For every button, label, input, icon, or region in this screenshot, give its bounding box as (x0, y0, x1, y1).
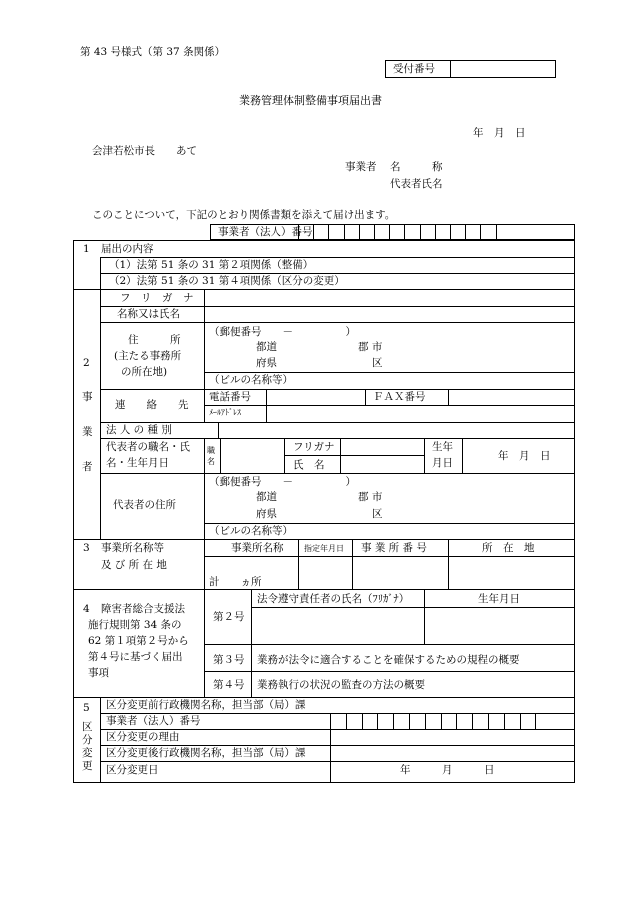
business-number-label: 事業者（法人）番号 (218, 226, 313, 238)
no2-officer-label: 法令遵守責任者の氏名（ﾌﾘｶﾞﾅ） (257, 593, 410, 605)
sec5-bizno-label: 事業者（法人）番号 (106, 715, 201, 727)
addressee: 会津若松市長 あて (92, 145, 197, 157)
sec1-label: 届出の内容 (101, 243, 154, 255)
intro-text: このことについて，下記のとおり関係書類を添えて届け出ます。 (92, 209, 396, 221)
gunshi-2: 区 (372, 357, 383, 369)
applicant-name-label: 名 称 (390, 161, 443, 173)
sec4-line-5: 事項 (88, 667, 109, 679)
shoku-a: 職 (207, 446, 215, 455)
digit-cell-divider (313, 224, 314, 240)
sec5-reason-label: 区分変更の理由 (106, 731, 180, 743)
form-number: 第 43 号様式（第 37 条関係） (80, 46, 226, 58)
sec5-side-4: 更 (82, 760, 93, 772)
office-total: 計 ヵ所 (209, 576, 262, 588)
digit-cell-divider (344, 224, 345, 240)
rep-address-label: 代表者の住所 (113, 499, 176, 511)
col-location: 所 在 地 (482, 542, 535, 554)
digit-cell-divider (450, 224, 451, 240)
digit-cell-divider (496, 224, 497, 240)
rep-title-label-2: 名・生年月日 (106, 457, 169, 469)
contact-label: 連 絡 先 (115, 399, 189, 411)
sec5-date-label: 区分変更日 (106, 764, 159, 776)
no4-label: 第４号 (213, 679, 245, 691)
sec5-side-3: 変 (82, 747, 93, 759)
no4-text: 業務執行の状況の監査の方法の概要 (257, 679, 425, 691)
digit-cell-divider (409, 713, 410, 729)
digit-cell-divider (465, 224, 466, 240)
digit-cell-divider (298, 224, 299, 240)
address-label-2: (主たる事務所 (114, 350, 182, 362)
shoku-b: 名 (207, 457, 215, 466)
sec4-line-1: 障害者総合支援法 (101, 603, 185, 615)
digit-cell-divider (359, 224, 360, 240)
sec2-side-2: 業 (82, 426, 93, 438)
col-office-number: 事 業 所 番 号 (361, 542, 427, 554)
sec4-line-3: 62 第１項第２号から (88, 635, 189, 647)
rep-todofuken-1: 都道 (256, 491, 277, 503)
furigana-label: フ リ ガ ナ (120, 292, 194, 304)
todofuken-1: 都道 (256, 341, 277, 353)
sec4-line-4: 第４号に基づく届出 (88, 651, 183, 663)
digit-cell-divider (480, 224, 481, 240)
rep-postal-field[interactable]: （郵便番号 － ） (209, 476, 356, 488)
date-line: 年 月 日 (473, 127, 526, 139)
sec5-before-label: 区分変更前行政機関名称，担当部（局）課 (106, 699, 306, 711)
digit-cell-divider (393, 713, 394, 729)
sec5-date-value[interactable]: 年 月 日 (400, 764, 495, 776)
sec4-number: 4 (83, 603, 90, 615)
sec1-option-2[interactable]: （2）法第 51 条の 31 第４項関係（区分の変更） (109, 275, 345, 287)
phone-label: 電話番号 (209, 391, 251, 403)
no3-label: 第３号 (213, 654, 245, 666)
rep-furigana-label: フリガナ (293, 441, 335, 453)
digit-cell-divider (435, 224, 436, 240)
birth-label-2: 月日 (432, 457, 453, 469)
digit-cell-divider (441, 713, 442, 729)
sec3-label-1: 事業所名称等 (101, 542, 164, 554)
col-designation-date: 指定年月日 (304, 544, 344, 553)
digit-cell-divider (404, 224, 405, 240)
digit-cell-divider (377, 713, 378, 729)
sec1-number: 1 (83, 243, 90, 255)
birth-date-field[interactable]: 年 月 日 (498, 450, 551, 462)
gunshi-1: 郡 市 (358, 341, 383, 353)
digit-cell-divider (362, 713, 363, 729)
digit-cell-divider (504, 713, 505, 729)
corp-type-label: 法 人 の 種 別 (106, 424, 172, 436)
rep-gunshi-1: 郡 市 (358, 491, 383, 503)
no3-text: 業務が法令に適合することを確保するための規程の概要 (257, 654, 520, 666)
sec5-side-1: 区 (82, 721, 93, 733)
rep-title-label-1: 代表者の職名・氏 (106, 441, 190, 453)
digit-cell-divider (328, 224, 329, 240)
digit-cell-divider (472, 713, 473, 729)
digit-cell-divider (374, 224, 375, 240)
receipt-number-label: 受付番号 (393, 63, 435, 75)
digit-cell-divider (389, 224, 390, 240)
todofuken-2: 府県 (256, 357, 277, 369)
fax-label: ＦＡＸ番号 (373, 391, 426, 403)
applicant-label: 事業者 (345, 161, 377, 173)
sec2-side-3: 者 (82, 461, 93, 473)
sec5-number: 5 (83, 702, 90, 714)
address-label-1: 住 所 (128, 334, 181, 346)
no2-label: 第２号 (213, 611, 245, 623)
name-label: 名称又は氏名 (117, 308, 180, 320)
rep-building-field[interactable]: （ビルの名称等） (209, 525, 293, 537)
sec5-side-2: 分 (82, 734, 93, 746)
rep-name-label: 氏 名 (293, 459, 325, 471)
sec1-option-1[interactable]: （1）法第 51 条の 31 第２項関係（整備） (109, 259, 314, 271)
postal-code-field[interactable]: （郵便番号 － ） (209, 326, 356, 338)
sec2-number: 2 (83, 357, 90, 369)
building-field[interactable]: （ビルの名称等） (209, 374, 293, 386)
digit-cell-divider (520, 713, 521, 729)
no2-birth-label: 生年月日 (478, 593, 520, 605)
address-label-3: の所在地) (121, 366, 168, 378)
email-label: ﾒｰﾙｱﾄﾞﾚｽ (209, 408, 241, 417)
page-title: 業務管理体制整備事項届出書 (239, 94, 382, 107)
sec3-label-2: 及 び 所 在 地 (101, 559, 167, 571)
sec3-number: 3 (83, 542, 90, 554)
digit-cell-divider (425, 713, 426, 729)
digit-cell-divider (346, 713, 347, 729)
rep-todofuken-2: 府県 (256, 508, 277, 520)
rep-gunshi-2: 区 (372, 508, 383, 520)
digit-cell-divider (488, 713, 489, 729)
digit-cell-divider (535, 713, 536, 729)
sec5-after-label: 区分変更後行政機関名称，担当部（局）課 (106, 747, 306, 759)
digit-cell-divider (330, 713, 331, 729)
sec4-line-2: 施行規則第 34 条の (88, 619, 182, 631)
col-office-name: 事業所名称 (231, 542, 284, 554)
digit-cell-divider (420, 224, 421, 240)
digit-cell-divider (456, 713, 457, 729)
birth-label-1: 生年 (432, 441, 453, 453)
sec2-side-1: 事 (82, 391, 93, 403)
applicant-rep-label: 代表者氏名 (390, 178, 443, 190)
